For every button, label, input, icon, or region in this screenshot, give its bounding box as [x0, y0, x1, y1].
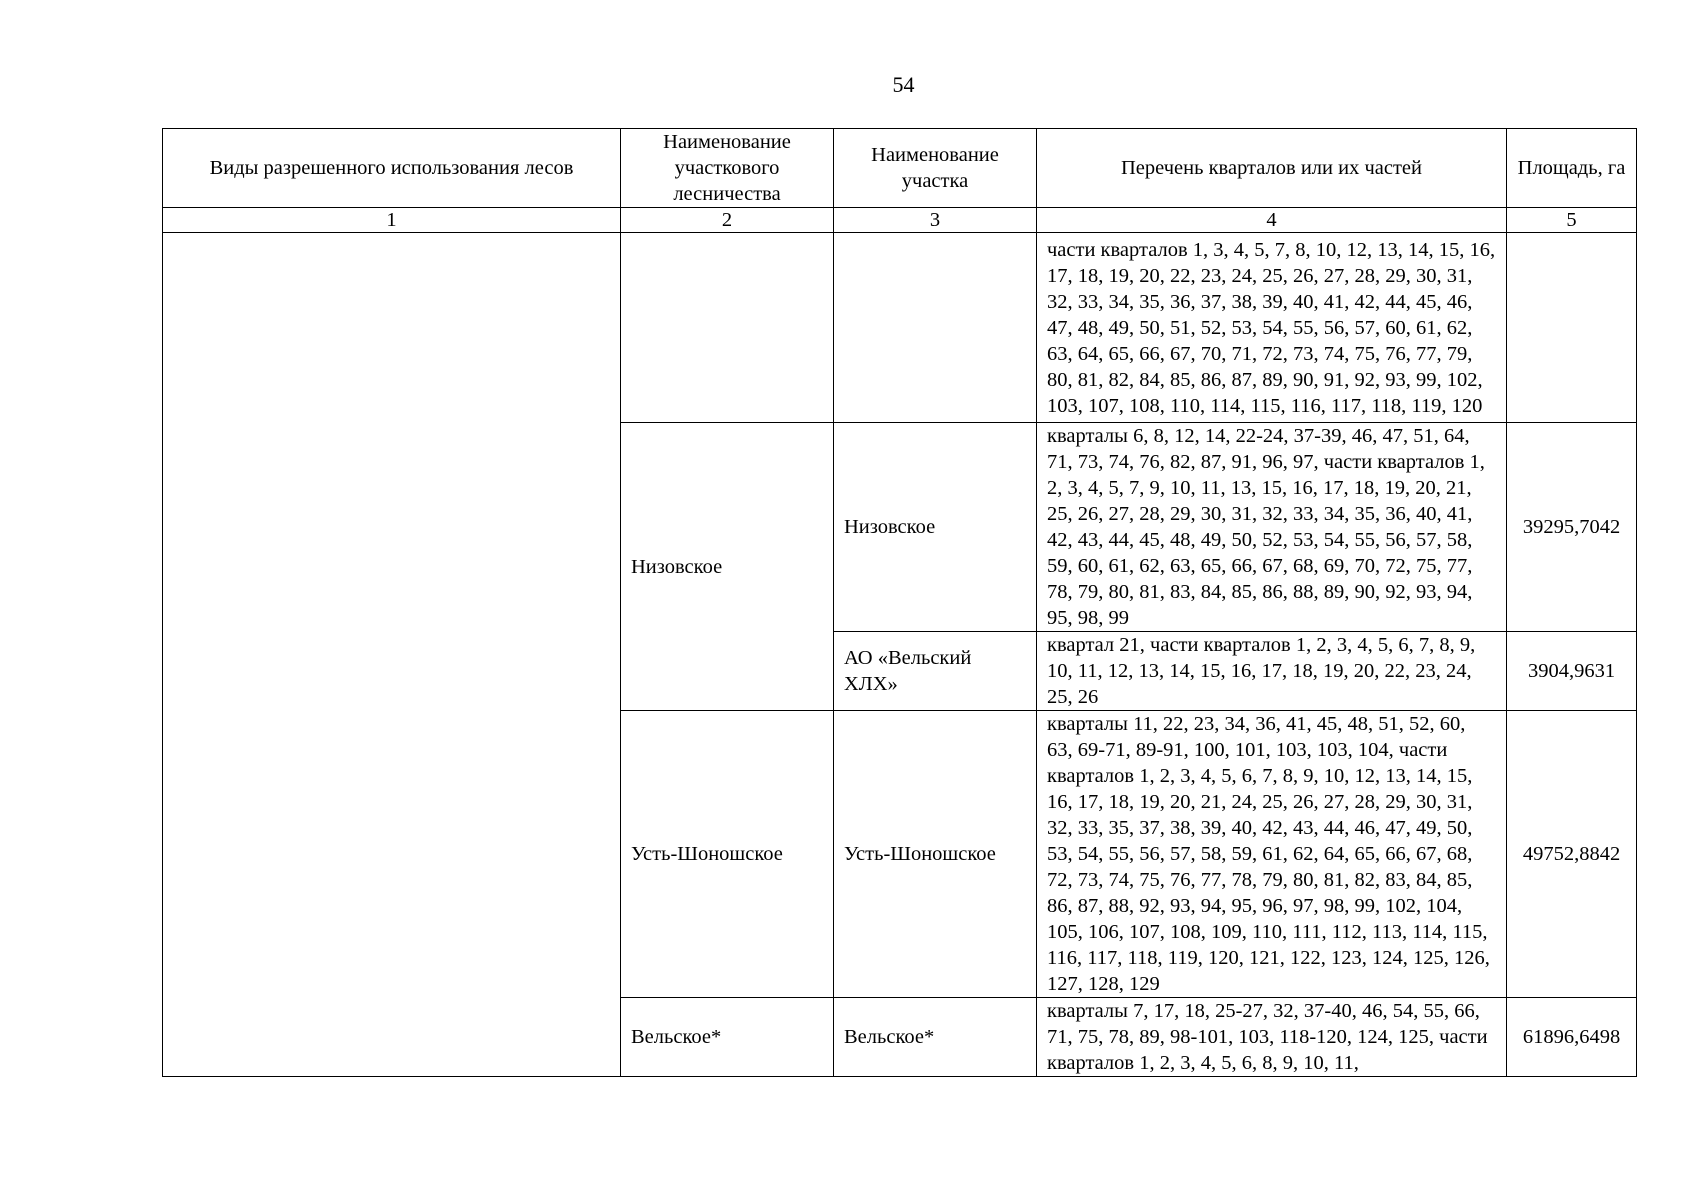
header-quarters: Перечень кварталов или их частей	[1037, 129, 1507, 208]
area-cell	[1507, 233, 1637, 423]
forestry-cell: Вельское*	[621, 998, 834, 1077]
quarters-cell: квартал 21, части кварталов 1, 2, 3, 4, 5, 6, 7, 8, 9, 10, 11, 12, 13, 14, 15, 16, 17, 18, 19, 20, 22, 23, 24, 25, 26	[1037, 632, 1507, 711]
header-row	[163, 129, 1637, 208]
forest-use-table	[162, 128, 1637, 1077]
site-cell	[834, 233, 1037, 423]
page-number: 54	[892, 72, 915, 97]
column-number: 3	[834, 208, 1037, 233]
header-area: Площадь, га	[1507, 129, 1637, 208]
quarters-cell: кварталы 6, 8, 12, 14, 22-24, 37-39, 46, 47, 51, 64, 71, 73, 74, 76, 82, 87, 91, 96, 97, части кварталов 1, 2, 3, 4, 5, 7, 9, 10, 11, 13, 15, 16, 17, 18, 19, 20, 21, 25, 26, 27, 28, 29, 30, 31, 32, 33, 34, 35, 36, 40, 41, 42, 43, 44, 45, 48, 49, 50, 52, 53, 54, 55, 56, 57, 58, 59, 60, 61, 62, 63, 65, 66, 67, 68, 69, 70, 72, 75, 77, 78, 79, 80, 81, 83, 84, 85, 86, 88, 89, 90, 92, 93, 94, 95, 98, 99	[1037, 423, 1507, 632]
table-row	[163, 233, 1637, 423]
site-cell: АО «Вельский ХЛХ»	[834, 632, 1037, 711]
quarters-cell: кварталы 11, 22, 23, 34, 36, 41, 45, 48, 51, 52, 60, 63, 69-71, 89-91, 100, 101, 103, 103, 104, части кварталов 1, 2, 3, 4, 5, 6, 7, 8, 9, 10, 12, 13, 14, 15, 16, 17, 18, 19, 20, 21, 24, 25, 26, 27, 28, 29, 30, 31, 32, 33, 35, 37, 38, 39, 40, 42, 43, 44, 46, 47, 49, 50, 53, 54, 55, 56, 57, 58, 59, 61, 62, 64, 65, 66, 67, 68, 72, 73, 74, 75, 76, 77, 78, 79, 80, 81, 82, 83, 84, 85, 86, 87, 88, 92, 93, 94, 95, 96, 97, 98, 99, 102, 104, 105, 106, 107, 108, 109, 110, 111, 112, 113, 114, 115, 116, 117, 118, 119, 120, 121, 122, 123, 124, 125, 126, 127, 128, 129	[1037, 711, 1507, 998]
column-number: 5	[1507, 208, 1637, 233]
header-forestry: Наименование участкового лесничества	[621, 129, 834, 208]
area-cell: 3904,9631	[1507, 632, 1637, 711]
header-site: Наименование участка	[834, 129, 1037, 208]
column-number-row	[163, 208, 1637, 233]
area-cell: 61896,6498	[1507, 998, 1637, 1077]
forestry-cell: Усть-Шоношское	[621, 711, 834, 998]
use-type-cell	[163, 233, 621, 1077]
forestry-cell: Низовское	[621, 423, 834, 711]
column-number: 4	[1037, 208, 1507, 233]
area-cell: 39295,7042	[1507, 423, 1637, 632]
column-number: 2	[621, 208, 834, 233]
site-cell: Вельское*	[834, 998, 1037, 1077]
area-cell: 49752,8842	[1507, 711, 1637, 998]
site-cell: Усть-Шоношское	[834, 711, 1037, 998]
quarters-cell: кварталы 7, 17, 18, 25-27, 32, 37-40, 46, 54, 55, 66, 71, 75, 78, 89, 98-101, 103, 118-120, 124, 125, части кварталов 1, 2, 3, 4, 5, 6, 8, 9, 10, 11,	[1037, 998, 1507, 1077]
forestry-cell	[621, 233, 834, 423]
site-cell: Низовское	[834, 423, 1037, 632]
column-number: 1	[163, 208, 621, 233]
header-use-type: Виды разрешенного использования лесов	[163, 129, 621, 208]
quarters-cell: части кварталов 1, 3, 4, 5, 7, 8, 10, 12, 13, 14, 15, 16, 17, 18, 19, 20, 22, 23, 24, 25, 26, 27, 28, 29, 30, 31, 32, 33, 34, 35, 36, 37, 38, 39, 40, 41, 42, 44, 45, 46, 47, 48, 49, 50, 51, 52, 53, 54, 55, 56, 57, 60, 61, 62, 63, 64, 65, 66, 67, 70, 71, 72, 73, 74, 75, 76, 77, 79, 80, 81, 82, 84, 85, 86, 87, 89, 90, 91, 92, 93, 99, 102, 103, 107, 108, 110, 114, 115, 116, 117, 118, 119, 120	[1037, 233, 1507, 423]
